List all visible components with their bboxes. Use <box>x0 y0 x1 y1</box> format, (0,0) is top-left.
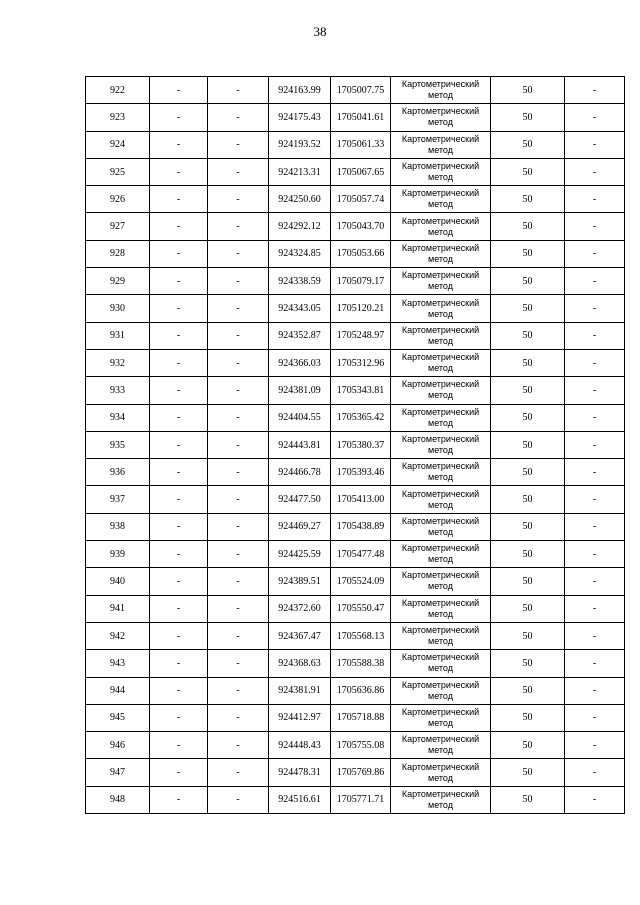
point-number-cell: 934 <box>86 404 150 431</box>
empty-cell: - <box>208 131 269 158</box>
method-cell: Картометрический метод <box>391 759 491 786</box>
empty-cell: - <box>150 650 208 677</box>
accuracy-cell: 50 <box>491 158 565 185</box>
empty-cell: - <box>208 459 269 486</box>
accuracy-cell: 50 <box>491 104 565 131</box>
point-number-cell: 929 <box>86 268 150 295</box>
accuracy-cell: 50 <box>491 459 565 486</box>
note-cell: - <box>565 268 625 295</box>
table-row <box>86 77 625 104</box>
method-cell: Картометрический метод <box>391 513 491 540</box>
table-row <box>86 568 625 595</box>
table-row <box>86 650 625 677</box>
accuracy-cell: 50 <box>491 240 565 267</box>
accuracy-cell: 50 <box>491 513 565 540</box>
x-coordinate-cell: 924412.97 <box>269 704 331 731</box>
accuracy-cell: 50 <box>491 186 565 213</box>
empty-cell: - <box>208 77 269 104</box>
point-number-cell: 948 <box>86 786 150 813</box>
y-coordinate-cell: 1705120.21 <box>331 295 391 322</box>
point-number-cell: 945 <box>86 704 150 731</box>
empty-cell: - <box>208 650 269 677</box>
empty-cell: - <box>208 295 269 322</box>
point-number-cell: 938 <box>86 513 150 540</box>
x-coordinate-cell: 924175.43 <box>269 104 331 131</box>
table-row <box>86 595 625 622</box>
y-coordinate-cell: 1705343.81 <box>331 377 391 404</box>
accuracy-cell: 50 <box>491 732 565 759</box>
accuracy-cell: 50 <box>491 595 565 622</box>
point-number-cell: 936 <box>86 459 150 486</box>
method-cell: Картометрический метод <box>391 541 491 568</box>
x-coordinate-cell: 924250.60 <box>269 186 331 213</box>
empty-cell: - <box>150 158 208 185</box>
table-row <box>86 486 625 513</box>
empty-cell: - <box>208 240 269 267</box>
accuracy-cell: 50 <box>491 404 565 431</box>
note-cell: - <box>565 104 625 131</box>
empty-cell: - <box>150 268 208 295</box>
method-cell: Картометрический метод <box>391 240 491 267</box>
method-cell: Картометрический метод <box>391 486 491 513</box>
y-coordinate-cell: 1705043.70 <box>331 213 391 240</box>
y-coordinate-cell: 1705365.42 <box>331 404 391 431</box>
table-row <box>86 404 625 431</box>
accuracy-cell: 50 <box>491 622 565 649</box>
table-row <box>86 541 625 568</box>
table-row <box>86 759 625 786</box>
x-coordinate-cell: 924368.63 <box>269 650 331 677</box>
x-coordinate-cell: 924477.50 <box>269 486 331 513</box>
empty-cell: - <box>208 349 269 376</box>
x-coordinate-cell: 924389.51 <box>269 568 331 595</box>
table-row <box>86 104 625 131</box>
method-cell: Картометрический метод <box>391 786 491 813</box>
x-coordinate-cell: 924324.85 <box>269 240 331 267</box>
note-cell: - <box>565 349 625 376</box>
empty-cell: - <box>150 732 208 759</box>
accuracy-cell: 50 <box>491 650 565 677</box>
table-row <box>86 377 625 404</box>
point-number-cell: 943 <box>86 650 150 677</box>
point-number-cell: 927 <box>86 213 150 240</box>
y-coordinate-cell: 1705393.46 <box>331 459 391 486</box>
empty-cell: - <box>150 186 208 213</box>
table-row <box>86 349 625 376</box>
method-cell: Картометрический метод <box>391 459 491 486</box>
empty-cell: - <box>150 431 208 458</box>
x-coordinate-cell: 924469.27 <box>269 513 331 540</box>
note-cell: - <box>565 158 625 185</box>
accuracy-cell: 50 <box>491 131 565 158</box>
method-cell: Картометрический метод <box>391 568 491 595</box>
empty-cell: - <box>208 759 269 786</box>
y-coordinate-cell: 1705312.96 <box>331 349 391 376</box>
x-coordinate-cell: 924381.91 <box>269 677 331 704</box>
x-coordinate-cell: 924448.43 <box>269 732 331 759</box>
y-coordinate-cell: 1705568.13 <box>331 622 391 649</box>
x-coordinate-cell: 924478.31 <box>269 759 331 786</box>
empty-cell: - <box>150 541 208 568</box>
table-row <box>86 131 625 158</box>
empty-cell: - <box>150 786 208 813</box>
y-coordinate-cell: 1705755.08 <box>331 732 391 759</box>
note-cell: - <box>565 131 625 158</box>
point-number-cell: 939 <box>86 541 150 568</box>
y-coordinate-cell: 1705718.88 <box>331 704 391 731</box>
table-row <box>86 322 625 349</box>
table-body <box>86 77 625 814</box>
note-cell: - <box>565 595 625 622</box>
x-coordinate-cell: 924425.59 <box>269 541 331 568</box>
note-cell: - <box>565 459 625 486</box>
y-coordinate-cell: 1705477.48 <box>331 541 391 568</box>
empty-cell: - <box>150 377 208 404</box>
empty-cell: - <box>150 622 208 649</box>
empty-cell: - <box>150 704 208 731</box>
method-cell: Картометрический метод <box>391 622 491 649</box>
note-cell: - <box>565 568 625 595</box>
empty-cell: - <box>150 349 208 376</box>
accuracy-cell: 50 <box>491 377 565 404</box>
method-cell: Картометрический метод <box>391 431 491 458</box>
empty-cell: - <box>150 322 208 349</box>
y-coordinate-cell: 1705061.33 <box>331 131 391 158</box>
point-number-cell: 940 <box>86 568 150 595</box>
x-coordinate-cell: 924516.61 <box>269 786 331 813</box>
note-cell: - <box>565 622 625 649</box>
y-coordinate-cell: 1705438.89 <box>331 513 391 540</box>
empty-cell: - <box>150 568 208 595</box>
y-coordinate-cell: 1705771.71 <box>331 786 391 813</box>
method-cell: Картометрический метод <box>391 268 491 295</box>
point-number-cell: 933 <box>86 377 150 404</box>
method-cell: Картометрический метод <box>391 595 491 622</box>
x-coordinate-cell: 924372.60 <box>269 595 331 622</box>
point-number-cell: 930 <box>86 295 150 322</box>
method-cell: Картометрический метод <box>391 650 491 677</box>
table-row <box>86 732 625 759</box>
y-coordinate-cell: 1705067.65 <box>331 158 391 185</box>
note-cell: - <box>565 77 625 104</box>
table-row <box>86 786 625 813</box>
x-coordinate-cell: 924443.81 <box>269 431 331 458</box>
accuracy-cell: 50 <box>491 322 565 349</box>
method-cell: Картометрический метод <box>391 322 491 349</box>
x-coordinate-cell: 924366.03 <box>269 349 331 376</box>
accuracy-cell: 50 <box>491 295 565 322</box>
empty-cell: - <box>208 377 269 404</box>
y-coordinate-cell: 1705041.61 <box>331 104 391 131</box>
note-cell: - <box>565 404 625 431</box>
empty-cell: - <box>150 759 208 786</box>
table-row <box>86 186 625 213</box>
empty-cell: - <box>150 131 208 158</box>
empty-cell: - <box>208 213 269 240</box>
note-cell: - <box>565 704 625 731</box>
empty-cell: - <box>208 568 269 595</box>
table-row <box>86 158 625 185</box>
empty-cell: - <box>150 486 208 513</box>
accuracy-cell: 50 <box>491 213 565 240</box>
accuracy-cell: 50 <box>491 486 565 513</box>
empty-cell: - <box>150 104 208 131</box>
y-coordinate-cell: 1705053.66 <box>331 240 391 267</box>
accuracy-cell: 50 <box>491 786 565 813</box>
method-cell: Картометрический метод <box>391 213 491 240</box>
point-number-cell: 937 <box>86 486 150 513</box>
empty-cell: - <box>208 322 269 349</box>
x-coordinate-cell: 924352.87 <box>269 322 331 349</box>
note-cell: - <box>565 377 625 404</box>
point-number-cell: 922 <box>86 77 150 104</box>
x-coordinate-cell: 924338.59 <box>269 268 331 295</box>
empty-cell: - <box>208 786 269 813</box>
coordinates-table <box>85 76 625 814</box>
point-number-cell: 925 <box>86 158 150 185</box>
empty-cell: - <box>150 77 208 104</box>
y-coordinate-cell: 1705413.00 <box>331 486 391 513</box>
empty-cell: - <box>208 541 269 568</box>
empty-cell: - <box>208 622 269 649</box>
accuracy-cell: 50 <box>491 759 565 786</box>
table-row <box>86 240 625 267</box>
point-number-cell: 928 <box>86 240 150 267</box>
y-coordinate-cell: 1705524.09 <box>331 568 391 595</box>
note-cell: - <box>565 732 625 759</box>
page-number: 38 <box>313 24 327 39</box>
accuracy-cell: 50 <box>491 349 565 376</box>
method-cell: Картометрический метод <box>391 732 491 759</box>
empty-cell: - <box>150 459 208 486</box>
note-cell: - <box>565 186 625 213</box>
point-number-cell: 944 <box>86 677 150 704</box>
empty-cell: - <box>208 595 269 622</box>
x-coordinate-cell: 924213.31 <box>269 158 331 185</box>
y-coordinate-cell: 1705769.86 <box>331 759 391 786</box>
note-cell: - <box>565 322 625 349</box>
y-coordinate-cell: 1705380.37 <box>331 431 391 458</box>
method-cell: Картометрический метод <box>391 104 491 131</box>
table-row <box>86 677 625 704</box>
method-cell: Картометрический метод <box>391 158 491 185</box>
x-coordinate-cell: 924343.05 <box>269 295 331 322</box>
note-cell: - <box>565 513 625 540</box>
x-coordinate-cell: 924292.12 <box>269 213 331 240</box>
table-row <box>86 513 625 540</box>
method-cell: Картометрический метод <box>391 677 491 704</box>
empty-cell: - <box>208 431 269 458</box>
note-cell: - <box>565 240 625 267</box>
note-cell: - <box>565 541 625 568</box>
y-coordinate-cell: 1705057.74 <box>331 186 391 213</box>
empty-cell: - <box>150 404 208 431</box>
table-row <box>86 268 625 295</box>
method-cell: Картометрический метод <box>391 77 491 104</box>
accuracy-cell: 50 <box>491 704 565 731</box>
y-coordinate-cell: 1705588.38 <box>331 650 391 677</box>
empty-cell: - <box>208 158 269 185</box>
note-cell: - <box>565 786 625 813</box>
table-row <box>86 295 625 322</box>
accuracy-cell: 50 <box>491 77 565 104</box>
table-row <box>86 213 625 240</box>
accuracy-cell: 50 <box>491 541 565 568</box>
point-number-cell: 931 <box>86 322 150 349</box>
empty-cell: - <box>150 677 208 704</box>
accuracy-cell: 50 <box>491 268 565 295</box>
note-cell: - <box>565 677 625 704</box>
table-row <box>86 459 625 486</box>
accuracy-cell: 50 <box>491 431 565 458</box>
note-cell: - <box>565 213 625 240</box>
empty-cell: - <box>208 104 269 131</box>
empty-cell: - <box>150 213 208 240</box>
point-number-cell: 946 <box>86 732 150 759</box>
empty-cell: - <box>208 404 269 431</box>
point-number-cell: 947 <box>86 759 150 786</box>
point-number-cell: 942 <box>86 622 150 649</box>
empty-cell: - <box>150 513 208 540</box>
empty-cell: - <box>208 513 269 540</box>
x-coordinate-cell: 924381.09 <box>269 377 331 404</box>
table-row <box>86 622 625 649</box>
method-cell: Картометрический метод <box>391 704 491 731</box>
accuracy-cell: 50 <box>491 677 565 704</box>
empty-cell: - <box>208 732 269 759</box>
point-number-cell: 941 <box>86 595 150 622</box>
accuracy-cell: 50 <box>491 568 565 595</box>
note-cell: - <box>565 650 625 677</box>
method-cell: Картометрический метод <box>391 295 491 322</box>
x-coordinate-cell: 924163.99 <box>269 77 331 104</box>
x-coordinate-cell: 924193.52 <box>269 131 331 158</box>
y-coordinate-cell: 1705550.47 <box>331 595 391 622</box>
x-coordinate-cell: 924466.78 <box>269 459 331 486</box>
method-cell: Картометрический метод <box>391 186 491 213</box>
x-coordinate-cell: 924404.55 <box>269 404 331 431</box>
empty-cell: - <box>208 677 269 704</box>
note-cell: - <box>565 486 625 513</box>
point-number-cell: 923 <box>86 104 150 131</box>
y-coordinate-cell: 1705248.97 <box>331 322 391 349</box>
empty-cell: - <box>150 295 208 322</box>
point-number-cell: 935 <box>86 431 150 458</box>
method-cell: Картометрический метод <box>391 404 491 431</box>
method-cell: Картометрический метод <box>391 377 491 404</box>
y-coordinate-cell: 1705636.86 <box>331 677 391 704</box>
point-number-cell: 926 <box>86 186 150 213</box>
point-number-cell: 924 <box>86 131 150 158</box>
x-coordinate-cell: 924367.47 <box>269 622 331 649</box>
y-coordinate-cell: 1705007.75 <box>331 77 391 104</box>
method-cell: Картометрический метод <box>391 349 491 376</box>
empty-cell: - <box>150 240 208 267</box>
table-row <box>86 704 625 731</box>
y-coordinate-cell: 1705079.17 <box>331 268 391 295</box>
method-cell: Картометрический метод <box>391 131 491 158</box>
empty-cell: - <box>208 268 269 295</box>
empty-cell: - <box>208 486 269 513</box>
empty-cell: - <box>208 704 269 731</box>
table-row <box>86 431 625 458</box>
empty-cell: - <box>208 186 269 213</box>
note-cell: - <box>565 295 625 322</box>
note-cell: - <box>565 759 625 786</box>
empty-cell: - <box>150 595 208 622</box>
note-cell: - <box>565 431 625 458</box>
point-number-cell: 932 <box>86 349 150 376</box>
